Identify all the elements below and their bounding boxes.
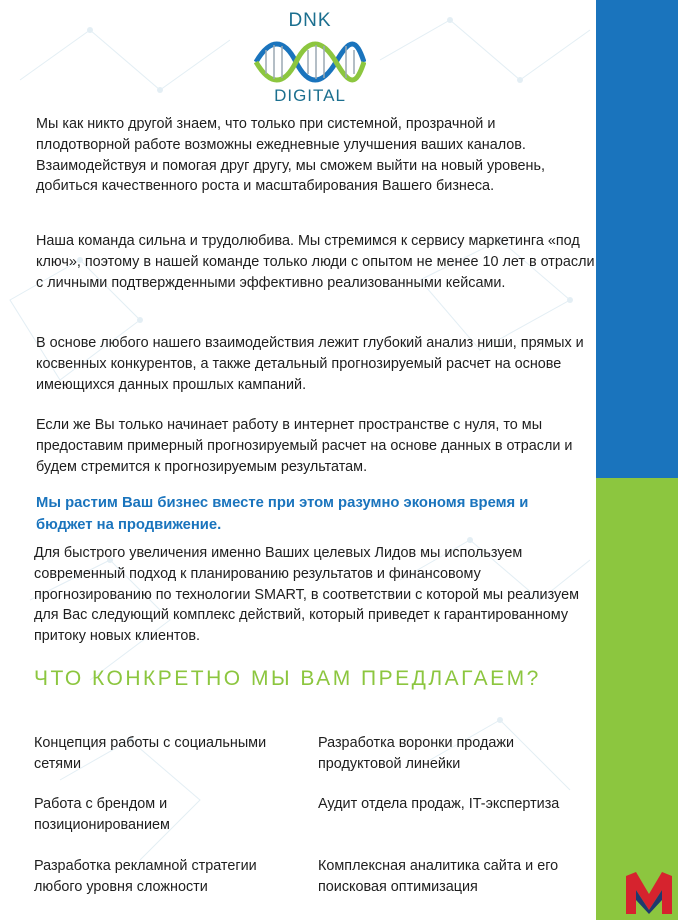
smart-paragraph: Для быстрого увеличения именно Ваших целевых Лидов мы используем современный подход к планированию результатов и финансовому прогнозированию по технологии SMART, в соответствии с которой мы реализуем для Вас следующий комплекс действий, который приведет к гарантированному притоку новых клиентов. [34,545,579,645]
offer-item: Разработка рекламной стратегии любого уровня сложности [34,858,257,895]
logo-top-text: DNK [288,10,332,31]
dnk-digital-logo [248,10,372,110]
offer-item: Концепция работы с социальными сетями [34,735,267,772]
dna-helix-icon [254,34,366,90]
sidebar-green-band [596,478,678,920]
startup-paragraph: Если же Вы только начинает работу в интернет пространстве с нуля, то мы предоставим примерный прогнозируемый расчет на основе данных в отрасли и будем стремится к прогнозируемым результатам. [36,417,573,475]
offer-item: Работа с брендом и позиционированием [34,796,170,833]
offers-heading: ЧТО КОНКРЕТНО МЫ ВАМ ПРЕДЛАГАЕМ? [34,667,541,690]
offer-item: Аудит отдела продаж, IT-экспертиза [318,796,560,812]
analysis-paragraph: В основе любого нашего взаимодействия лежит глубокий анализ ниши, прямых и косвенных конкурентов, а также детальный прогнозируемый расчет на основе имеющихся данных прошлых кампаний. [36,335,584,393]
m-brand-logo-icon [624,870,674,916]
sidebar-blue-band [596,0,678,478]
highlight-slogan: Мы растим Ваш бизнес вместе при этом разумно экономя время и бюджет на продвижение. [36,495,529,533]
intro-paragraph: Мы как никто другой знаем, что только при системной, прозрачной и плодотворной работе возможны ежедневные улучшения ваших каналов. Взаимодействуя и помогая друг другу, мы сможем выйти на новый уровень, добиться качественного роста и масштабирования Вашего бизнеса. [36,116,546,195]
team-paragraph: Наша команда сильна и трудолюбива. Мы стремимся к сервису маркетинга «под ключ», поэтому в нашей команде только люди с опытом не менее 10 лет в отрасли с личными подтвержденными эффективно реализованными кейсами. [36,233,595,291]
offer-item: Комплексная аналитика сайта и его поисковая оптимизация [318,858,559,895]
logo-bottom-text: DIGITAL [274,86,346,105]
offer-item: Разработка воронки продажи продуктовой линейки [318,735,515,772]
